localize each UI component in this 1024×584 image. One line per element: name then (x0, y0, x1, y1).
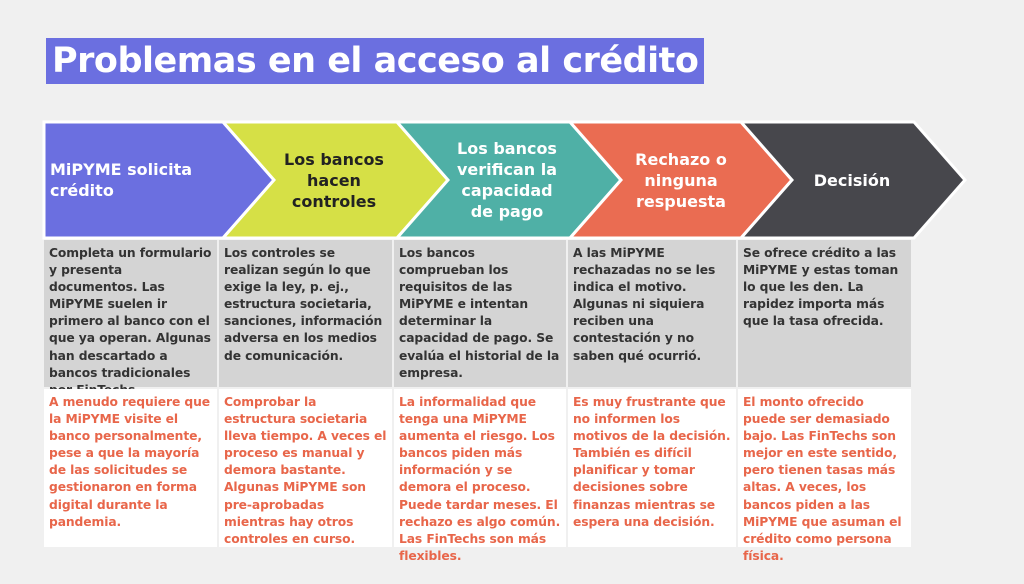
step-4-problem: Es muy frustrante que no informen los motivos de la decisión. También es difícil planificar y tomar decisiones sobre finanzas mientras se espera una decisión. (568, 389, 736, 547)
step-3-description: Los bancos comprueban los requisitos de las MiPYME e intentan determinar la capacidad de pago. Se evalúa el historial de la empresa. (394, 240, 566, 387)
step-2-problem: Comprobar la estructura societaria lleva tiempo. A veces el proceso es manual y demora bastante. Algunas MiPYME son pre-aprobadas mientras hay otros controles en curso. (219, 389, 392, 547)
step-2-label: Los bancos hacen controles (284, 149, 384, 211)
step-4-description: A las MiPYME rechazadas no se les indica el motivo. Algunas ni siquiera reciben una contestación y no saben qué ocurrió. (568, 240, 736, 387)
step-5-description: Se ofrece crédito a las MiPYME y estas toman lo que les den. La rapidez importa más que la tasa ofrecida. (738, 240, 911, 387)
step-1-label: MiPYME solicita crédito (50, 160, 193, 200)
step-3-label: Los bancos verifican la capacidad de pago (456, 139, 558, 221)
page-title: Problemas en el acceso al crédito (46, 38, 704, 84)
step-1-description: Completa un formulario y presenta documentos. Las MiPYME suelen ir primero al banco con el que ya operan. Algunas han descartado a bancos tradicionales (44, 240, 217, 387)
step-5-problem: El monto ofrecido puede ser demasiado bajo. Las FinTechs son mejor en este sentido, pero tienen tasas más altas. A veces, los bancos piden a las MiPYME que asuman el crédito como persona física. (738, 389, 911, 547)
step-3-problem: La informalidad que tenga una MiPYME aumenta el riesgo. Los bancos piden más información y se demora el proceso. Puede tardar meses. El rechazo es algo común. Las FinTechs son más flexibles. (394, 389, 566, 547)
step-2-description: Los controles se realizan según lo que exige la ley, p. ej., estructura societaria, sanciones, información adversa en los medios de comunicación. (219, 240, 392, 387)
step-1-problem: A menudo requiere que la MiPYME visite el banco personalmente, pese a que la mayoría de las solicitudes se gestionaron en forma digital durante la pandemia. (44, 389, 217, 547)
step-4-label: Rechazo o ninguna respuesta (635, 149, 727, 211)
step-5-label: Decisión (813, 170, 891, 190)
